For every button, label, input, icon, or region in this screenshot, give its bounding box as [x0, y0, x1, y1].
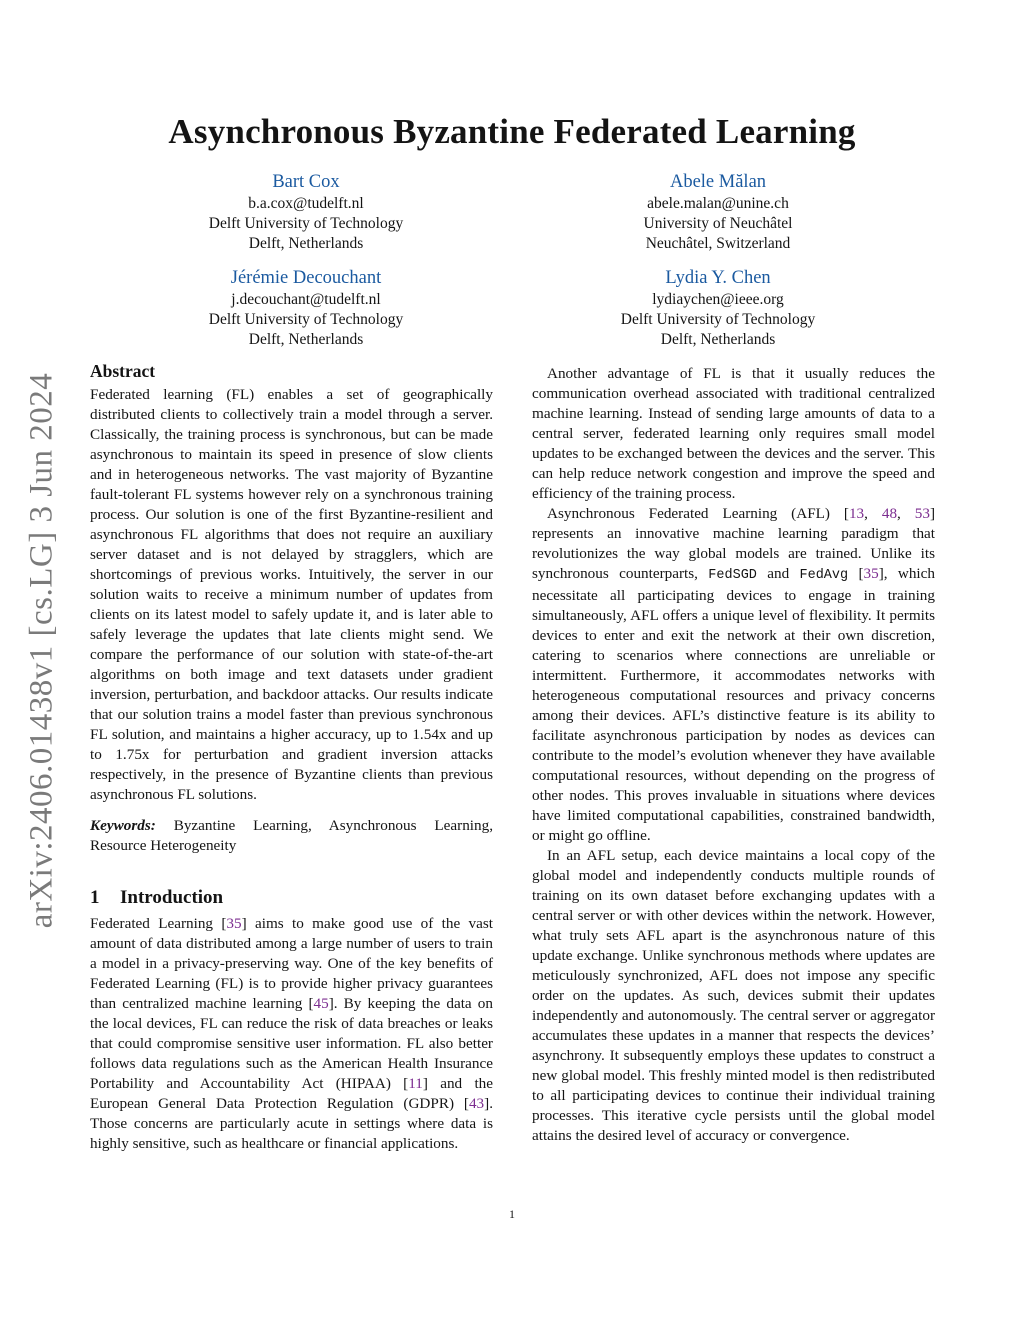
- author-email: j.decouchant@tudelft.nl: [231, 291, 381, 308]
- page-number: 1: [509, 1207, 515, 1221]
- author-name: Bart Cox: [272, 172, 340, 192]
- author-block: [558, 170, 878, 254]
- intro-paragraph-4: In an AFL setup, each device maintains a local copy of the global model and independently conducts multiple rounds of training on its own dataset before exchanging updates with a central server or with other devices within the network. However, what truly sets AFL apart is the asynchronous nature of this update exchange. Unlike synchronous methods where updates are meticulously synchronized, AFL does not impose any specific order on the updates. As such, devices submit their updates independently and autonomously. The central server or aggregator accumulates these updates in a manner that respects the devices’ asynchrony. It subsequently employs these updates to construct a new global model. This freshly minted model is then redistributed to all participating devices to continue their individual training processes. This iterative cycle persists until the global model attains the desired level of accuracy or convergence.: [532, 847, 935, 1144]
- author-affiliation: Delft University of Technology: [208, 215, 404, 232]
- author-affiliation: Delft University of Technology: [208, 311, 404, 328]
- algorithm-name: FedSGD: [708, 568, 757, 583]
- citation-link[interactable]: 53: [914, 505, 930, 522]
- citation-link[interactable]: 13: [848, 505, 865, 522]
- citation-link[interactable]: 45: [313, 995, 329, 1012]
- left-column: [90, 360, 493, 1154]
- intro-paragraph-2: Another advantage of FL is that it usually reduces the communication overhead associated with traditional centralized machine learning. Instead of sending large amounts of data to a central server, federated learning only requires small model updates to be exchanged between the devices and the server. This can help reduce network congestion and improve the speed and efficiency of the training process.: [532, 365, 935, 502]
- author-location: Delft, Netherlands: [248, 331, 364, 348]
- intro-paragraph-3: Asynchronous Federated Learning (AFL) [13, 48, 53] represents an innovative machine learning paradigm that revolutionizes the way global models are trained. Unlike its synchronous counterparts, FedSGD and FedAvg [35], which necessitate all participating devices to engage in training simultaneously, AFL offers a unique level of flexibility. It permits devices to enter and exit the network at their own discretion, catering to scenarios where connections are unreliable or intermittent. Furthermore, it accommodates networks with heterogeneous computational resources and privacy concerns among their devices. AFL’s distinctive feature is its ability to facilitate asynchronous participation by nodes as devices can contribute to the model’s evolution whenever they have available computational resources, without depending on the progress of other nodes. This proves invaluable in situations where devices have limited computational capabilities, constrained bandwidth, or might go offline.: [532, 505, 936, 844]
- author-location: Delft, Netherlands: [248, 235, 364, 252]
- author-block: [558, 266, 878, 350]
- citation-link[interactable]: 35: [863, 565, 879, 582]
- author-affiliation: University of Neuchâtel: [643, 215, 793, 232]
- arxiv-identifier-stamp: [22, 370, 62, 930]
- author-block: [146, 266, 466, 350]
- citation-link[interactable]: 11: [408, 1075, 423, 1092]
- author-email: abele.malan@unine.ch: [647, 195, 789, 212]
- keywords-label: Keywords:: [90, 817, 156, 834]
- abstract-heading: Abstract: [90, 361, 156, 381]
- keywords: [90, 816, 493, 856]
- author-name: Abele Mălan: [669, 172, 767, 192]
- author-affiliation: Delft University of Technology: [620, 311, 816, 328]
- section-heading: [90, 886, 493, 910]
- author-block: [146, 170, 466, 254]
- section-title: Introduction: [120, 887, 224, 908]
- citation-link[interactable]: 43: [468, 1095, 485, 1112]
- arxiv-identifier-text: arXiv:2406.01438v1 [cs.LG] 3 Jun 2024: [23, 372, 60, 928]
- keywords-text: Byzantine Learning, Asynchronous Learning, Resource Heterogeneity: [90, 817, 493, 854]
- abstract-text: Federated learning (FL) enables a set of geographically distributed clients to collectively train a model through a server. Classically, the training process is synchronous, but can be made asynchronous to maintain its speed in presence of slow clients and in heterogeneous networks. The vast majority of Byzantine fault-tolerant FL systems however rely on a synchronous training process. Our solution is one of the first Byzantine-resilient and asynchronous FL algorithms that does not require an auxiliary server dataset and is not delayed by stragglers, which are shortcomings of previous works. Intuitively, the server in our solution waits to receive a minimum number of updates from clients on its latest model to safely update it, and is later able to safely leverage the updates that late clients might send. We compare the performance of our solution with state-of-the-art algorithms on both image and text datasets under gradient inversion, perturbation, and backdoor attacks. Our results indicate that our solution trains a model faster than previous synchronous FL solution, and maintains a higher accuracy, up to 1.54x and up to 1.75x for perturbation and gradient inversion attacks respectively, in the presence of Byzantine clients than previous asynchronous FL solutions.: [90, 386, 493, 803]
- author-name: Lydia Y. Chen: [665, 268, 771, 288]
- citation-link[interactable]: 35: [226, 915, 242, 932]
- section-number: 1: [90, 887, 100, 908]
- right-column: [532, 364, 935, 1146]
- citation-link[interactable]: 48: [881, 505, 898, 522]
- paper-title: Asynchronous Byzantine Federated Learning: [168, 112, 856, 151]
- author-name: Jérémie Decouchant: [230, 268, 382, 288]
- intro-paragraph-1: Federated Learning [35] aims to make good use of the vast amount of data distributed among a large number of users to train a model in a privacy-preserving way. One of the key benefits of Federated Learning (FL) is to provide higher privacy guarantees than centralized machine learning [45]. By keeping the data on the local devices, FL can reduce the risk of data breaches or leaks that could compromise sensitive user information. FL also better follows data regulations such as the American Health Insurance Portability and Accountability Act (HIPAA) [11] and the European General Data Protection Regulation (GDPR) [43]. Those concerns are particularly acute in settings where data is highly sensitive, such as healthcare or financial applications.: [90, 915, 494, 1152]
- author-email: b.a.cox@tudelft.nl: [248, 195, 364, 212]
- author-email: lydiaychen@ieee.org: [652, 291, 784, 308]
- author-location: Delft, Netherlands: [660, 331, 776, 348]
- author-location: Neuchâtel, Switzerland: [645, 235, 791, 252]
- algorithm-name: FedAvg: [799, 568, 849, 583]
